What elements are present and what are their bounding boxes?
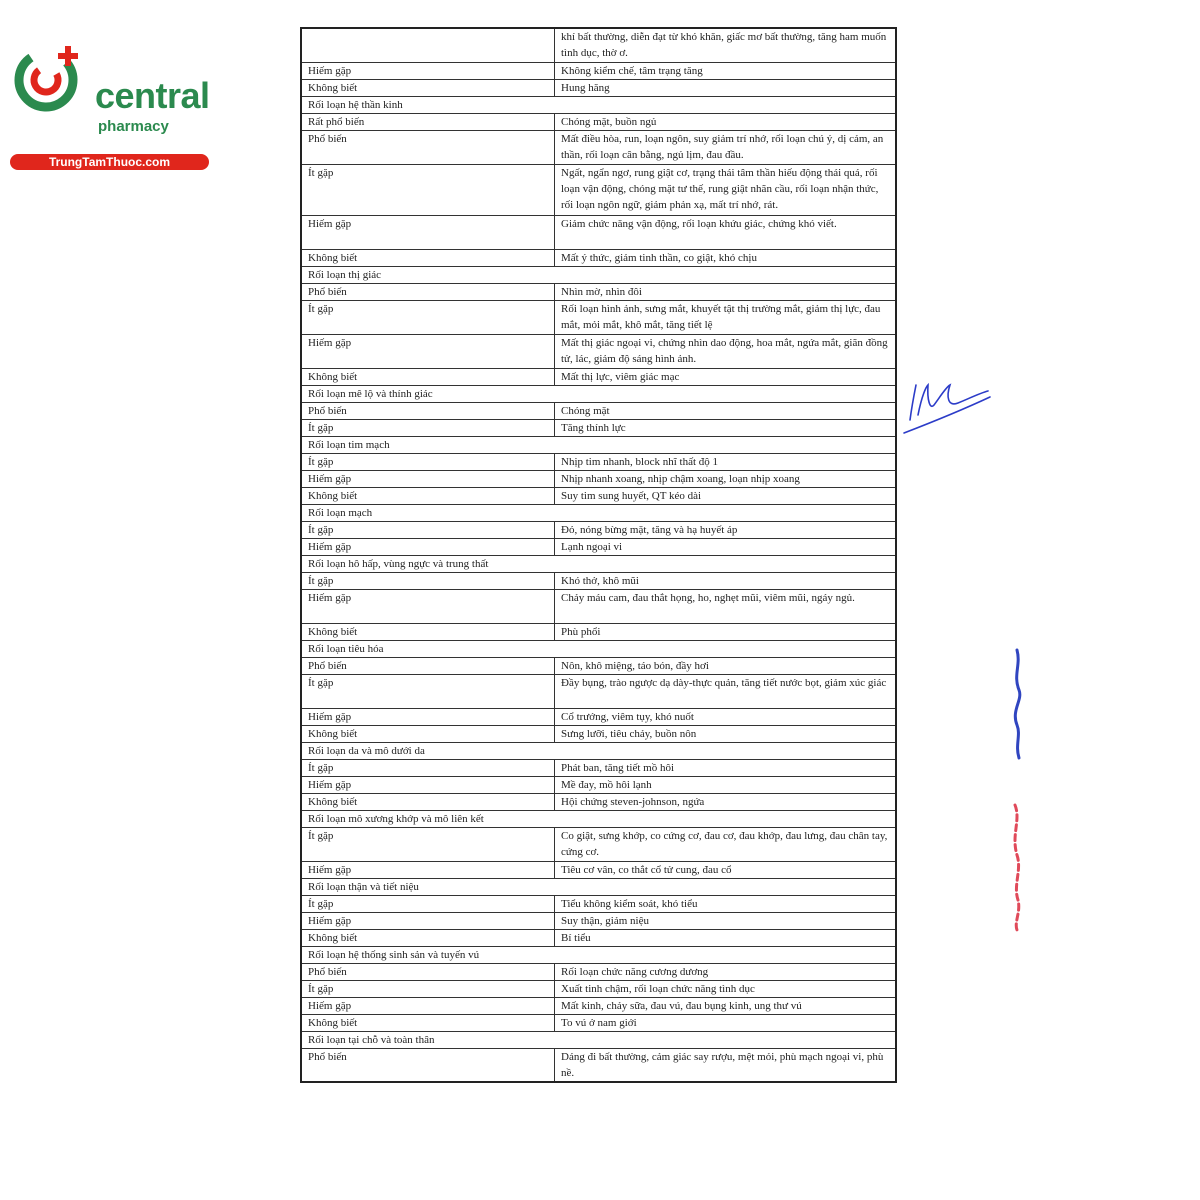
frequency-cell: Ít gặp <box>301 895 555 912</box>
effect-cell: Mất thị giác ngoại vi, chứng nhìn dao động, hoa mắt, ngứa mắt, giãn đồng tử, lác, giảm độ sáng hình ảnh. <box>555 334 897 368</box>
frequency-cell: Hiếm gặp <box>301 334 555 368</box>
table-row <box>301 657 896 674</box>
frequency-cell: Phổ biến <box>301 963 555 980</box>
table-row <box>301 623 896 640</box>
table-row <box>301 912 896 929</box>
section-header-row <box>301 810 896 827</box>
frequency-cell: Hiếm gặp <box>301 62 555 79</box>
effect-cell: Phát ban, tăng tiết mồ hôi <box>555 759 897 776</box>
table-row <box>301 402 896 419</box>
frequency-cell: Hiếm gặp <box>301 861 555 878</box>
frequency-cell: Không biết <box>301 368 555 385</box>
frequency-cell: Ít gặp <box>301 419 555 436</box>
effect-cell: Chóng mặt <box>555 402 897 419</box>
central-logo-icon <box>10 40 90 120</box>
effect-cell: Nôn, khô miệng, táo bón, đầy hơi <box>555 657 897 674</box>
frequency-cell <box>301 28 555 62</box>
frequency-cell: Không biết <box>301 725 555 742</box>
effect-cell: Suy tim sung huyết, QT kéo dài <box>555 487 897 504</box>
effect-cell: Đầy bụng, trào ngược dạ dày-thực quản, tăng tiết nước bọt, giảm xúc giác <box>555 674 897 708</box>
frequency-cell: Không biết <box>301 487 555 504</box>
frequency-cell: Ít gặp <box>301 674 555 708</box>
logo-site-banner[interactable]: TrungTamThuoc.com <box>10 154 209 170</box>
section-header-row <box>301 96 896 113</box>
frequency-cell: Phổ biến <box>301 1048 555 1082</box>
frequency-cell: Không biết <box>301 249 555 266</box>
effect-cell: Mất kinh, chảy sữa, đau vú, đau bụng kinh, ung thư vú <box>555 997 897 1014</box>
table-row <box>301 521 896 538</box>
table-row <box>301 980 896 997</box>
table-row <box>301 997 896 1014</box>
effect-cell: Đỏ, nóng bừng mặt, tăng và hạ huyết áp <box>555 521 897 538</box>
effect-cell: Suy thận, giảm niệu <box>555 912 897 929</box>
table-row <box>301 334 896 368</box>
table-row <box>301 793 896 810</box>
table-row <box>301 861 896 878</box>
frequency-cell: Hiếm gặp <box>301 538 555 555</box>
effect-cell: Tiêu cơ vân, co thắt cổ tử cung, đau cổ <box>555 861 897 878</box>
section-header-row <box>301 385 896 402</box>
effect-cell: Hung hăng <box>555 79 897 96</box>
section-title: Rối loạn hệ thống sinh sản và tuyến vú <box>301 946 896 963</box>
frequency-cell: Ít gặp <box>301 300 555 334</box>
table-row <box>301 62 896 79</box>
table-row <box>301 895 896 912</box>
section-header-row <box>301 555 896 572</box>
effect-cell: Cổ trướng, viêm tụy, khó nuốt <box>555 708 897 725</box>
frequency-cell: Hiếm gặp <box>301 776 555 793</box>
effect-cell: Co giật, sưng khớp, co cứng cơ, đau cơ, đau khớp, đau lưng, đau chân tay, cứng cơ. <box>555 827 897 861</box>
section-title: Rối loạn mô xương khớp và mô liên kết <box>301 810 896 827</box>
central-pharmacy-logo[interactable] <box>10 36 215 169</box>
section-title: Rối loạn hệ thần kinh <box>301 96 896 113</box>
logo-brand-text: central <box>95 75 210 116</box>
table-row <box>301 28 896 62</box>
frequency-cell: Không biết <box>301 79 555 96</box>
frequency-cell: Hiếm gặp <box>301 215 555 249</box>
table-row <box>301 674 896 708</box>
table-row <box>301 419 896 436</box>
effect-cell: Không kiểm chế, tâm trạng tăng <box>555 62 897 79</box>
effect-cell: Hội chứng steven-johnson, ngứa <box>555 793 897 810</box>
table-row <box>301 79 896 96</box>
effect-cell: Nhịp nhanh xoang, nhịp chậm xoang, loạn nhịp xoang <box>555 470 897 487</box>
section-header-row <box>301 1031 896 1048</box>
frequency-cell: Ít gặp <box>301 980 555 997</box>
table-row <box>301 963 896 980</box>
table-row <box>301 572 896 589</box>
table-row <box>301 929 896 946</box>
logo-sub-text: pharmacy <box>98 118 169 135</box>
table-row <box>301 300 896 334</box>
section-header-row <box>301 878 896 895</box>
section-header-row <box>301 742 896 759</box>
effect-cell: Mề đay, mồ hôi lạnh <box>555 776 897 793</box>
frequency-cell: Ít gặp <box>301 572 555 589</box>
section-title: Rối loạn mạch <box>301 504 896 521</box>
table-row <box>301 215 896 249</box>
section-header-row <box>301 436 896 453</box>
frequency-cell: Ít gặp <box>301 827 555 861</box>
effect-cell: Tiểu không kiểm soát, khó tiểu <box>555 895 897 912</box>
effect-cell: Mất ý thức, giảm tinh thần, co giật, khó chịu <box>555 249 897 266</box>
effect-cell: Mất điều hòa, run, loạn ngôn, suy giảm trí nhớ, rối loạn chú ý, dị cảm, an thần, rối loạn cân bằng, ngủ lịm, đau đầu. <box>555 130 897 164</box>
table-row <box>301 708 896 725</box>
effect-cell: Lạnh ngoại vi <box>555 538 897 555</box>
blue-stamp-fragment <box>1005 640 1025 765</box>
table-row <box>301 1048 896 1082</box>
section-title: Rối loạn mê lộ và thính giác <box>301 385 896 402</box>
effect-cell: Xuất tinh chậm, rối loạn chức năng tình dục <box>555 980 897 997</box>
table-row <box>301 249 896 266</box>
section-title: Rối loạn thận và tiết niệu <box>301 878 896 895</box>
section-header-row <box>301 504 896 521</box>
table-row <box>301 827 896 861</box>
table-row <box>301 130 896 164</box>
table-row <box>301 283 896 300</box>
table-body <box>301 28 896 1082</box>
table-row <box>301 453 896 470</box>
side-effects-table <box>300 27 897 1083</box>
effect-cell: Sưng lưỡi, tiêu chảy, buồn nôn <box>555 725 897 742</box>
frequency-cell: Không biết <box>301 929 555 946</box>
table-row <box>301 538 896 555</box>
table-row <box>301 725 896 742</box>
section-title: Rối loạn tại chỗ và toàn thân <box>301 1031 896 1048</box>
section-header-row <box>301 266 896 283</box>
section-title: Rối loạn hô hấp, vùng ngực và trung thất <box>301 555 896 572</box>
effect-cell: Rối loạn chức năng cương dương <box>555 963 897 980</box>
frequency-cell: Hiếm gặp <box>301 589 555 623</box>
table-row <box>301 589 896 623</box>
table-row <box>301 164 896 215</box>
frequency-cell: Ít gặp <box>301 759 555 776</box>
frequency-cell: Phổ biến <box>301 283 555 300</box>
section-title: Rối loạn thị giác <box>301 266 896 283</box>
red-stamp-fragment <box>1005 800 1025 935</box>
table-row <box>301 368 896 385</box>
document-page <box>300 27 897 1083</box>
table-row <box>301 470 896 487</box>
frequency-cell: Rất phổ biến <box>301 113 555 130</box>
effect-cell: Giảm chức năng vận động, rối loạn khứu giác, chứng khó viết. <box>555 215 897 249</box>
section-header-row <box>301 640 896 657</box>
effect-cell: Chảy máu cam, đau thắt họng, ho, nghẹt mũi, viêm mũi, ngáy ngủ. <box>555 589 897 623</box>
effect-cell: Ngất, ngẩn ngơ, rung giật cơ, trạng thái tâm thần hiếu động thái quá, rối loạn vận động, chóng mặt tư thế, rung giật nhãn cầu, rối loạn nhận thức, rối loạn ngôn ngữ, giảm phản xạ, mất trí nhớ, rát. <box>555 164 897 215</box>
effect-cell: Nhìn mờ, nhìn đôi <box>555 283 897 300</box>
frequency-cell: Phổ biến <box>301 402 555 419</box>
frequency-cell: Ít gặp <box>301 521 555 538</box>
frequency-cell: Hiếm gặp <box>301 708 555 725</box>
table-row <box>301 113 896 130</box>
effect-cell: Rối loạn hình ảnh, sưng mắt, khuyết tật thị trường mắt, giảm thị lực, đau mắt, mỏi mắt, khô mắt, tăng tiết lệ <box>555 300 897 334</box>
frequency-cell: Hiếm gặp <box>301 470 555 487</box>
effect-cell: khí bất thường, diễn đạt từ khó khăn, giấc mơ bất thường, tăng ham muốn tình dục, thờ ơ. <box>555 28 897 62</box>
frequency-cell: Hiếm gặp <box>301 997 555 1014</box>
frequency-cell: Phổ biến <box>301 130 555 164</box>
frequency-cell: Phổ biến <box>301 657 555 674</box>
effect-cell: Bí tiểu <box>555 929 897 946</box>
section-header-row <box>301 946 896 963</box>
effect-cell: Tăng thính lực <box>555 419 897 436</box>
frequency-cell: Không biết <box>301 623 555 640</box>
frequency-cell: Ít gặp <box>301 164 555 215</box>
frequency-cell: Ít gặp <box>301 453 555 470</box>
effect-cell: Dáng đi bất thường, cảm giác say rượu, mệt mỏi, phù mạch ngoại vi, phù nề. <box>555 1048 897 1082</box>
handwritten-signature <box>900 375 995 440</box>
effect-cell: Phù phổi <box>555 623 897 640</box>
table-row <box>301 1014 896 1031</box>
frequency-cell: Không biết <box>301 793 555 810</box>
effect-cell: Mất thị lực, viêm giác mạc <box>555 368 897 385</box>
table-row <box>301 759 896 776</box>
section-title: Rối loạn tim mạch <box>301 436 896 453</box>
effect-cell: Nhịp tim nhanh, block nhĩ thất độ 1 <box>555 453 897 470</box>
section-title: Rối loạn tiêu hóa <box>301 640 896 657</box>
effect-cell: Chóng mặt, buồn ngủ <box>555 113 897 130</box>
section-title: Rối loạn da và mô dưới da <box>301 742 896 759</box>
table-row <box>301 487 896 504</box>
table-row <box>301 776 896 793</box>
frequency-cell: Hiếm gặp <box>301 912 555 929</box>
effect-cell: To vú ở nam giới <box>555 1014 897 1031</box>
frequency-cell: Không biết <box>301 1014 555 1031</box>
effect-cell: Khó thở, khô mũi <box>555 572 897 589</box>
